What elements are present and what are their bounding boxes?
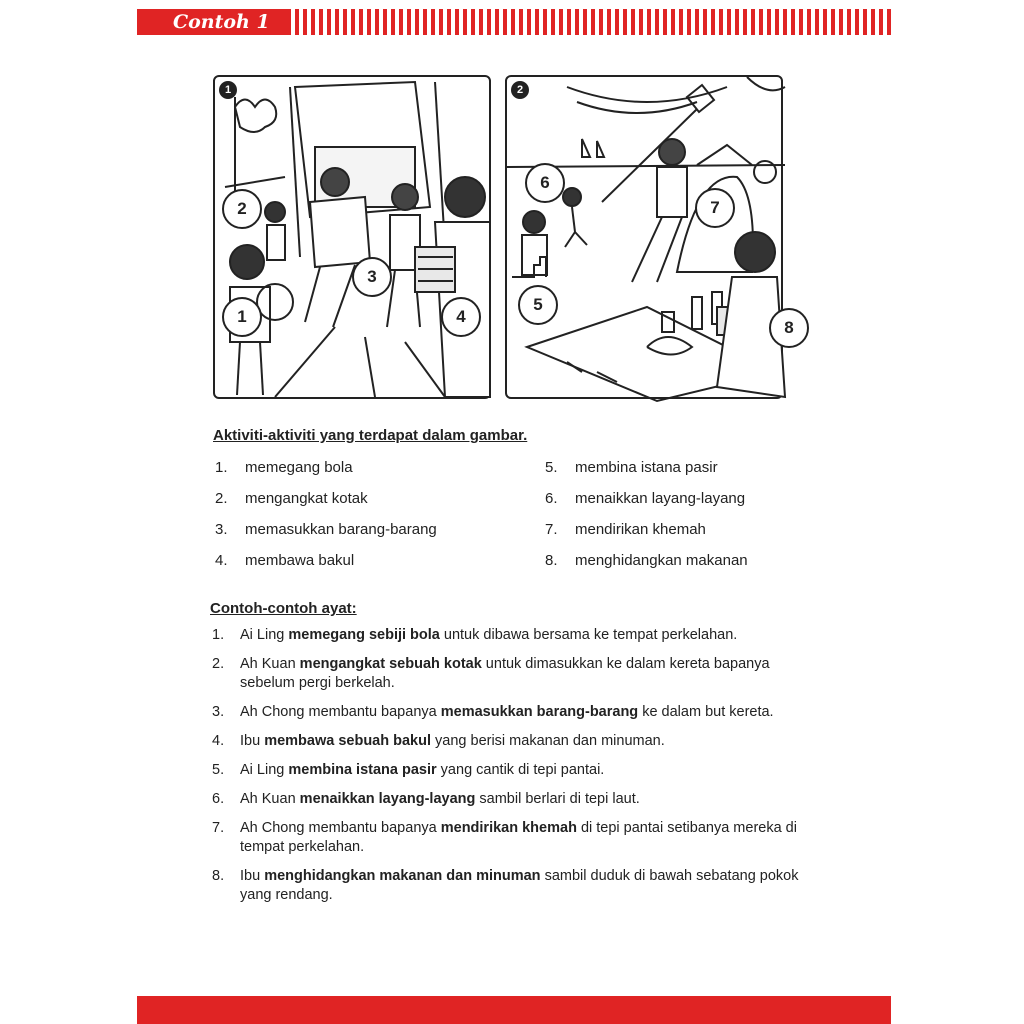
label-badge: 7 (695, 188, 735, 228)
example-sentence: 6. Ah Kuan menaikkan layang-layang sambil berlari di tepi laut. (212, 791, 640, 807)
activity-item: 5. membina istana pasir (545, 459, 718, 476)
examples-list (212, 626, 812, 915)
header-tab: Contoh 1 (137, 9, 287, 35)
example-sentence: 1. Ai Ling memegang sebiji bola untuk dibawa bersama ke tempat perkelahan. (212, 627, 738, 643)
label-badge: 5 (518, 285, 558, 325)
page-footer-bar (137, 996, 891, 1024)
page-header (137, 9, 891, 35)
label-badge: 3 (352, 257, 392, 297)
examples-title: Contoh-contoh ayat: (210, 600, 357, 617)
activities-title: Aktiviti-aktiviti yang terdapat dalam gambar. (213, 427, 528, 444)
activity-item: 8. menghidangkan makanan (545, 552, 748, 569)
example-sentence: 5. Ai Ling membina istana pasir yang cantik di tepi pantai. (212, 762, 605, 778)
activity-item: 2. mengangkat kotak (215, 490, 368, 507)
header-stripes (287, 9, 891, 35)
car-loading-illustration (215, 77, 493, 401)
label-badge: 2 (222, 189, 262, 229)
label-badge: 1 (222, 297, 262, 337)
panel-number: 2 (511, 81, 529, 99)
label-badge: 4 (441, 297, 481, 337)
activity-item: 4. membawa bakul (215, 552, 355, 569)
panel-number: 1 (219, 81, 237, 99)
label-badge: 8 (769, 308, 809, 348)
example-sentence: 3. Ah Chong membantu bapanya memasukkan barang-barang ke dalam but kereta. (212, 704, 774, 720)
beach-picnic-illustration (507, 77, 785, 401)
activity-item: 7. mendirikan khemah (545, 521, 706, 538)
activity-item: 6. menaikkan layang-layang (545, 490, 746, 507)
example-sentence: 7. Ah Chong membantu bapanya mendirikan khemah di tepi pantai setibanya mereka di tempat perkelahan. (212, 820, 797, 855)
illustration-panel-1 (213, 75, 491, 399)
example-sentence: 4. Ibu membawa sebuah bakul yang berisi makanan dan minuman. (212, 733, 665, 749)
label-badge: 6 (525, 163, 565, 203)
activity-item: 1. memegang bola (215, 459, 353, 476)
illustration-panel-2 (505, 75, 794, 399)
example-sentence: 2. Ah Kuan mengangkat sebuah kotak untuk dimasukkan ke dalam kereta bapanya sebelum pergi berkelah. (212, 656, 770, 691)
activity-item: 3. memasukkan barang-barang (215, 521, 437, 538)
example-sentence: 8. Ibu menghidangkan makanan dan minuman sambil duduk di bawah sebatang pokok yang rendang. (212, 868, 799, 903)
